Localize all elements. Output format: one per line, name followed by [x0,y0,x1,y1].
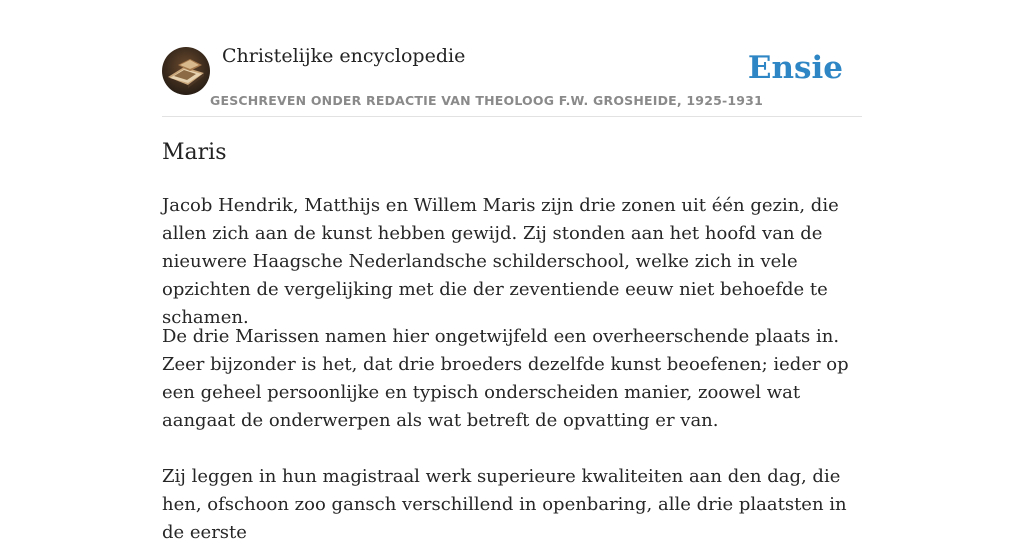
page [162,0,862,543]
article-paragraph: Jacob Hendrik, Matthijs en Willem Maris zijn drie zonen uit één gezin, die allen zich aan de kunst hebben gewijd. Zij stonden aan het hoofd van de nieuwere Haagsche Nederlandsche schilderschool, welke zich in vele opzichten de vergelijking met die der zeventiende eeuw niet behoefde te schamen. [162,195,839,328]
article-title: Maris [162,140,227,165]
site-logo-avatar[interactable] [162,47,210,95]
article-paragraph: Zij leggen in hun magistraal werk superieure kwaliteiten aan den dag, die hen, ofschoon zoo gansch verschillend in openbaring, alle drie plaatsten in de eerste [162,466,847,543]
brand-logo[interactable]: Ensie [747,50,843,86]
site-subtitle: GESCHREVEN ONDER REDACTIE VAN THEOLOOG F.W. GROSHEIDE, 1925-1931 [210,93,763,108]
article-paragraph: De drie Marissen namen hier ongetwijfeld een overheerschende plaats in. Zeer bijzonder is het, dat drie broeders dezelfde kunst beoefenen; ieder op een geheel persoonlijke en typisch onderscheiden manier, zoowel wat aangaat de onderwerpen als wat betreft de opvatting er van. [162,326,849,431]
site-title[interactable]: Christelijke encyclopedie [222,45,466,67]
site-header [162,0,862,117]
book-photo-icon [162,47,210,95]
